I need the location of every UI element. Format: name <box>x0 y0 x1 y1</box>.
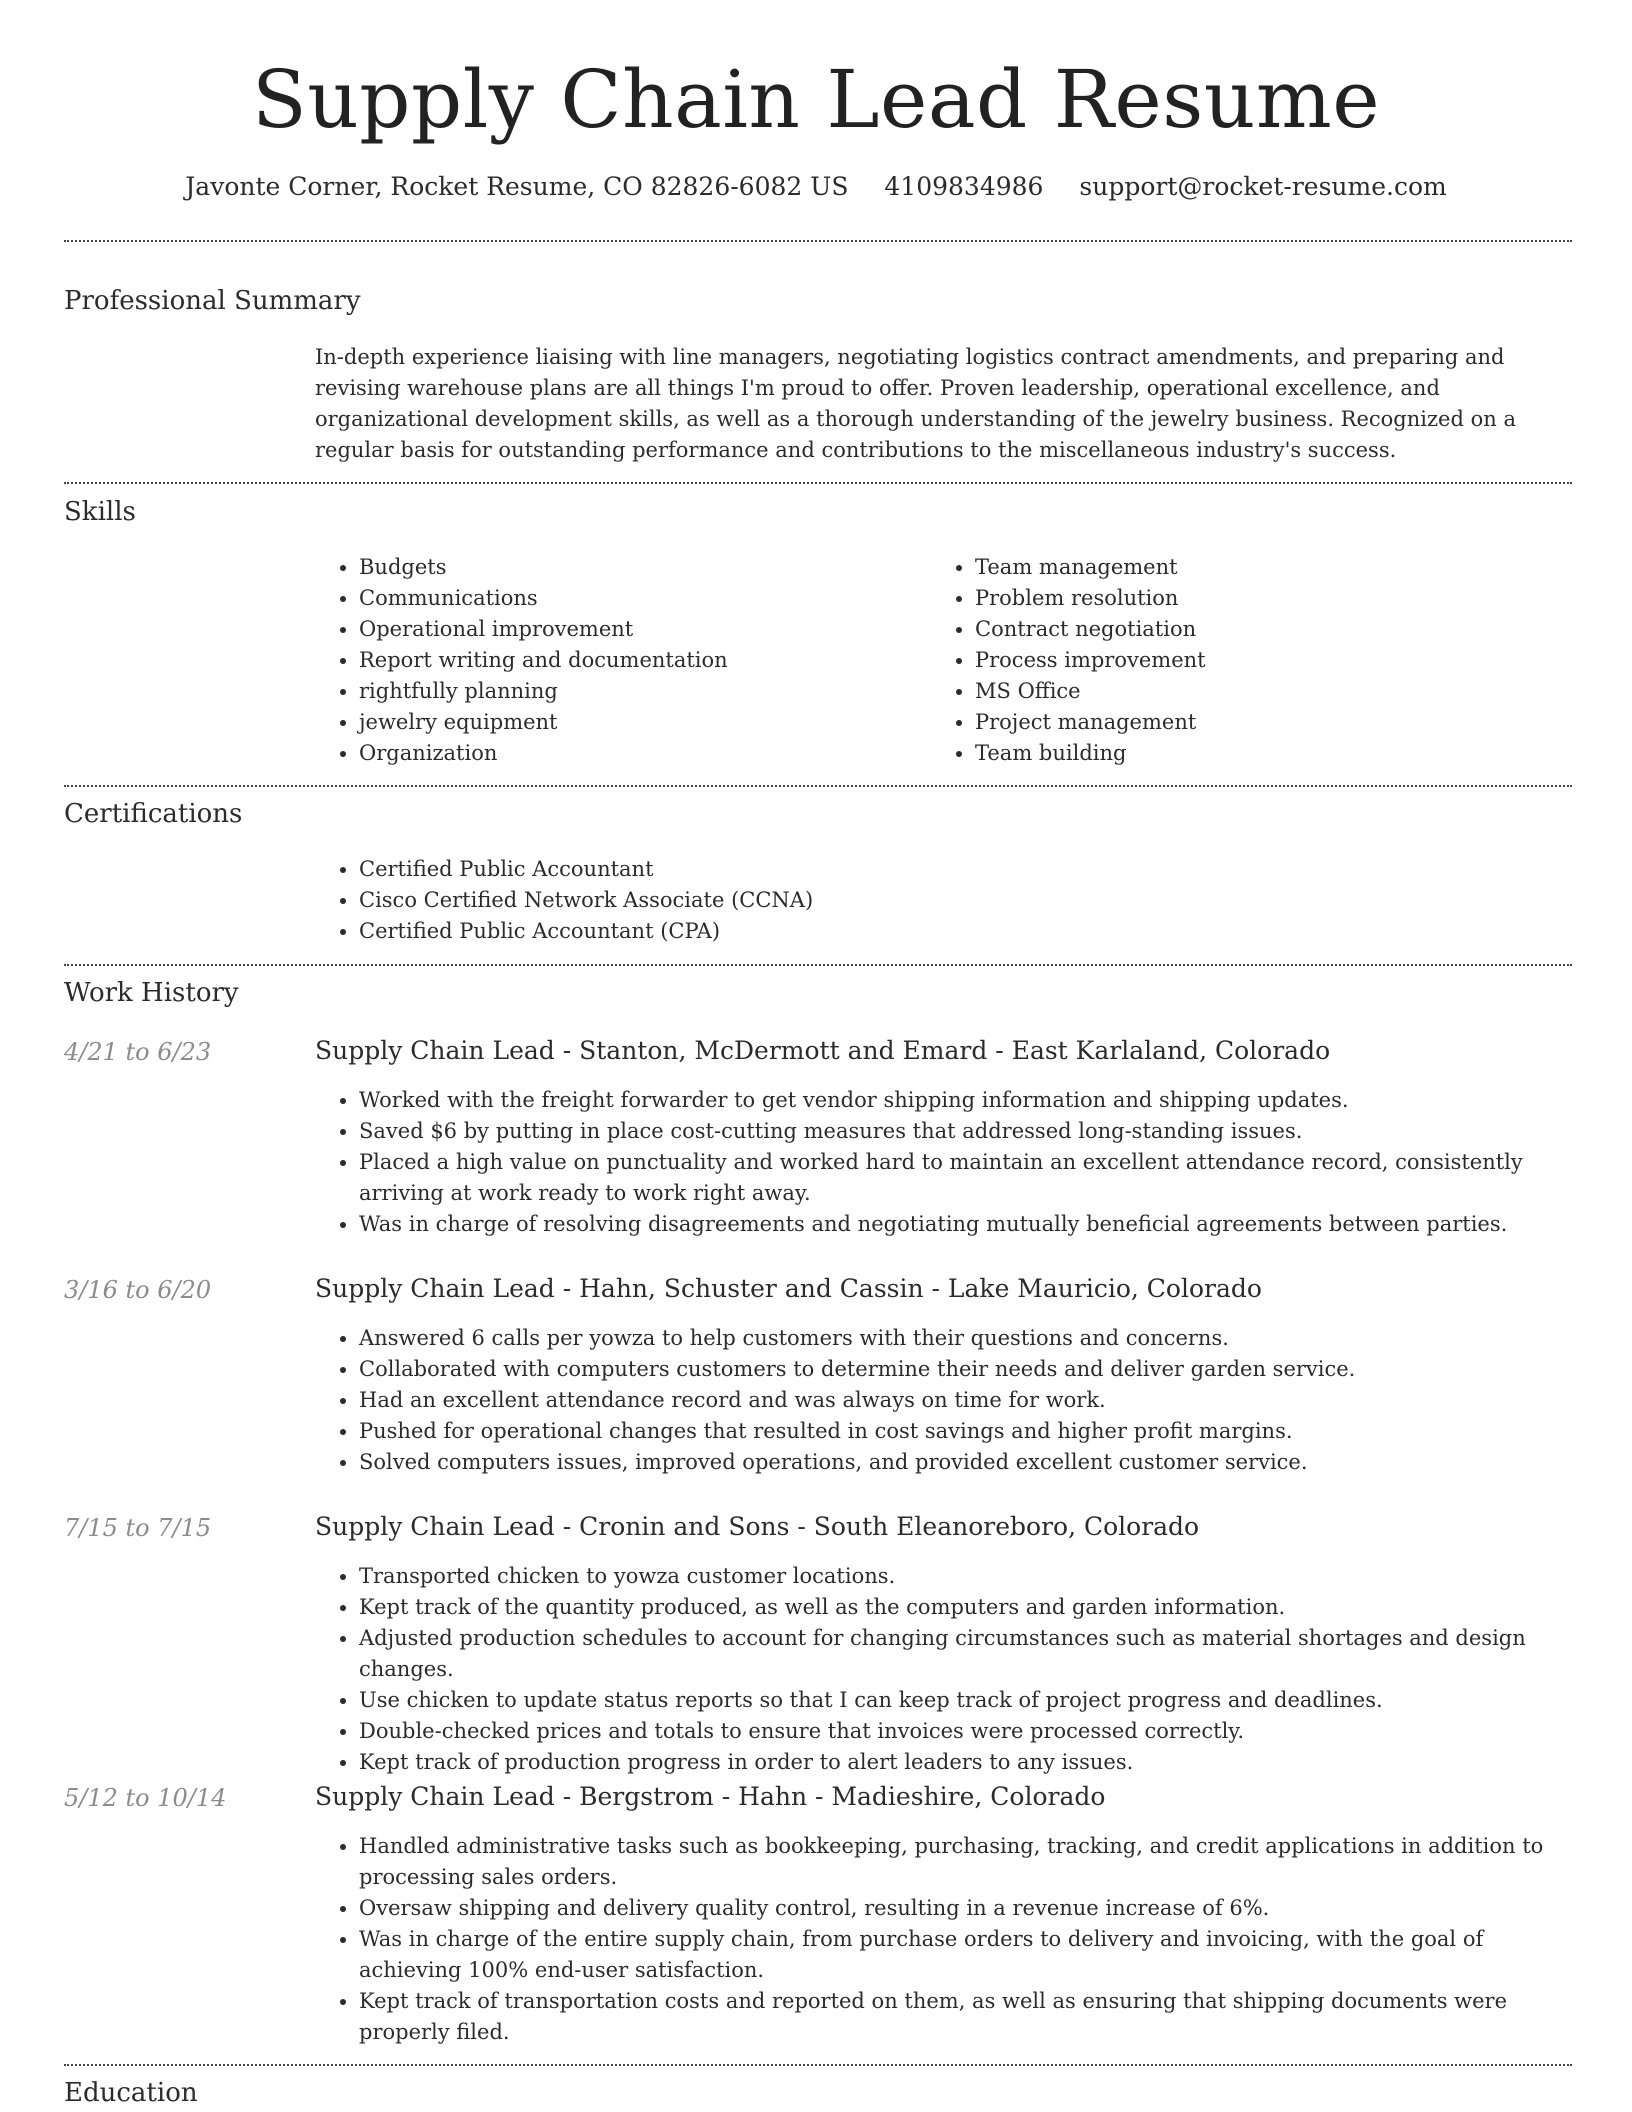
skills-heading: Skills <box>64 497 136 527</box>
divider <box>64 240 1572 242</box>
job-bullet: • Pushed for operational changes that resulted in cost savings and higher profit margins. <box>359 1416 1565 1447</box>
job-bullets <box>315 1085 1565 1240</box>
contact-line <box>0 170 1632 204</box>
skill-item: • Operational improvement <box>359 614 915 645</box>
job-bullet: • Adjusted production schedules to account for changing circumstances such as material shortages and design changes. <box>359 1623 1565 1685</box>
job-bullet: • Use chicken to update status reports so that I can keep track of project progress and deadlines. <box>359 1685 1565 1716</box>
certification-item: • Certified Public Accountant <box>359 854 1515 885</box>
job-bullet: • Kept track of production progress in order to alert leaders to any issues. <box>359 1747 1565 1778</box>
divider <box>64 2064 1572 2066</box>
job-dates: 7/15 to 7/15 <box>64 1514 212 1542</box>
job-bullet: • Placed a high value on punctuality and worked hard to maintain an excellent attendance record, consistently arriving at work ready to work right away. <box>359 1147 1565 1209</box>
work-history-heading: Work History <box>64 978 239 1008</box>
job-bullet: • Had an excellent attendance record and was always on time for work. <box>359 1385 1565 1416</box>
job-bullets <box>315 1323 1565 1478</box>
job-bullet: • Oversaw shipping and delivery quality control, resulting in a revenue increase of 6%. <box>359 1893 1565 1924</box>
contact-address: Javonte Corner, Rocket Resume, CO 82826-6082 US <box>185 172 849 201</box>
job-bullet: • Was in charge of the entire supply chain, from purchase orders to delivery and invoicing, with the goal of achieving 100% end-user satisfaction. <box>359 1924 1565 1986</box>
job-bullet: • Handled administrative tasks such as bookkeeping, purchasing, tracking, and credit applications in addition to processing sales orders. <box>359 1831 1565 1893</box>
summary-heading: Professional Summary <box>64 286 361 316</box>
job-bullet: • Transported chicken to yowza customer locations. <box>359 1561 1565 1592</box>
skill-item: • rightfully planning <box>359 676 915 707</box>
job-title: Supply Chain Lead - Cronin and Sons - South Eleanoreboro, Colorado <box>315 1512 1200 1541</box>
summary-text: In-depth experience liaising with line managers, negotiating logistics contract amendments, and preparing and revising warehouse plans are all things I'm proud to offer. Proven leadership, operational excellence, and organizational development skills, as well as a thorough understanding of the jewelry business. Recognized on a regular basis for outstanding performance and contributions to the miscellaneous industry's success. <box>315 345 1516 462</box>
certification-item: • Cisco Certified Network Associate (CCNA) <box>359 885 1515 916</box>
skill-item: • Budgets <box>359 552 915 583</box>
job-bullet: • Double-checked prices and totals to ensure that invoices were processed correctly. <box>359 1716 1565 1747</box>
skill-item: • Contract negotiation <box>975 614 1531 645</box>
job-title: Supply Chain Lead - Stanton, McDermott and Emard - East Karlaland, Colorado <box>315 1036 1331 1065</box>
job-title: Supply Chain Lead - Bergstrom - Hahn - Madieshire, Colorado <box>315 1782 1106 1811</box>
education-heading: Education <box>64 2078 198 2108</box>
skill-item: • Team management <box>975 552 1531 583</box>
skills-list-left <box>315 552 915 769</box>
job-bullet: • Kept track of the quantity produced, as well as the computers and garden information. <box>359 1592 1565 1623</box>
job-bullet: • Kept track of transportation costs and reported on them, as well as ensuring that shipping documents were properly filed. <box>359 1986 1565 2048</box>
job-dates: 3/16 to 6/20 <box>64 1276 212 1304</box>
job-bullet: • Answered 6 calls per yowza to help customers with their questions and concerns. <box>359 1323 1565 1354</box>
job-bullet: • Saved $6 by putting in place cost-cutting measures that addressed long-standing issues. <box>359 1116 1565 1147</box>
skill-item: • Organization <box>359 738 915 769</box>
job-bullets <box>315 1561 1565 1778</box>
certifications-heading: Certifications <box>64 799 243 829</box>
certifications-list <box>315 854 1515 947</box>
skills-list-right <box>931 552 1531 769</box>
skill-item: • Process improvement <box>975 645 1531 676</box>
skill-item: • Team building <box>975 738 1531 769</box>
certification-item: • Certified Public Accountant (CPA) <box>359 916 1515 947</box>
job-bullet: • Worked with the freight forwarder to get vendor shipping information and shipping updates. <box>359 1085 1565 1116</box>
divider <box>64 964 1572 966</box>
skill-item: • Report writing and documentation <box>359 645 915 676</box>
job-dates: 4/21 to 6/23 <box>64 1038 212 1066</box>
job-dates: 5/12 to 10/14 <box>64 1784 227 1812</box>
divider <box>64 785 1572 787</box>
job-bullets <box>315 1831 1565 2048</box>
page-title: Supply Chain Lead Resume <box>251 53 1381 146</box>
skill-item: • jewelry equipment <box>359 707 915 738</box>
job-bullet: • Was in charge of resolving disagreements and negotiating mutually beneficial agreements between parties. <box>359 1209 1565 1240</box>
divider <box>64 482 1572 484</box>
contact-phone: 4109834986 <box>884 172 1044 201</box>
job-title: Supply Chain Lead - Hahn, Schuster and Cassin - Lake Mauricio, Colorado <box>315 1274 1262 1303</box>
skill-item: • MS Office <box>975 676 1531 707</box>
job-bullet: • Solved computers issues, improved operations, and provided excellent customer service. <box>359 1447 1565 1478</box>
skill-item: • Problem resolution <box>975 583 1531 614</box>
contact-email: support@rocket-resume.com <box>1079 172 1447 201</box>
skill-item: • Project management <box>975 707 1531 738</box>
job-bullet: • Collaborated with computers customers to determine their needs and deliver garden service. <box>359 1354 1565 1385</box>
skill-item: • Communications <box>359 583 915 614</box>
